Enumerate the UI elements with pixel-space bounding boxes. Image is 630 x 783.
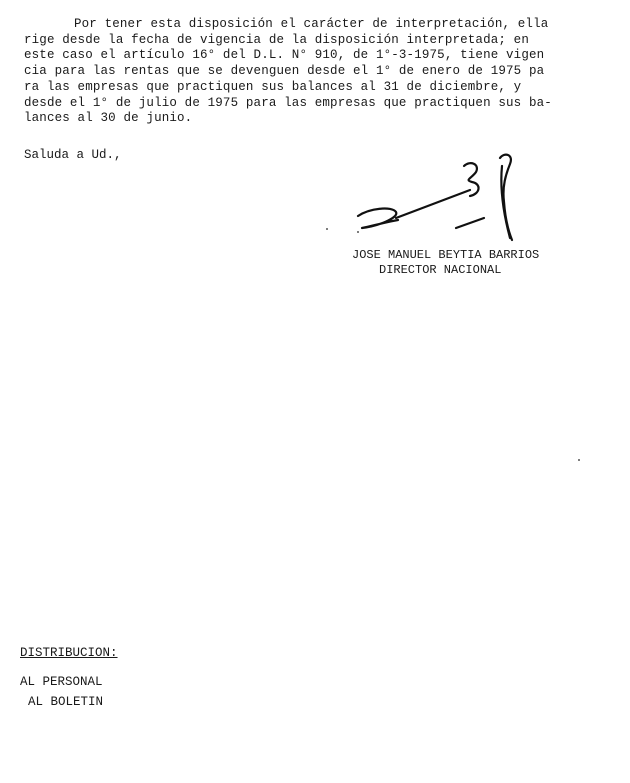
- body-line: cia para las rentas que se devenguen desde el 1° de enero de 1975 pa: [24, 64, 545, 79]
- distribution-heading: DISTRIBUCION:: [20, 646, 118, 660]
- body-line: ra las empresas que practiquen sus balances al 31 de diciembre, y: [24, 79, 522, 94]
- body-line: desde el 1° de julio de 1975 para las empresas que practiquen sus ba-: [24, 95, 552, 110]
- signer-name: JOSE MANUEL BEYTIA BARRIOS: [352, 248, 540, 262]
- handwritten-signature: [352, 146, 522, 246]
- scan-speck: [578, 459, 580, 461]
- greeting: Saluda a Ud.,: [24, 148, 122, 162]
- body-paragraph: [24, 17, 622, 127]
- distribution-item: AL PERSONAL: [20, 675, 103, 689]
- body-line: rige desde la fecha de vigencia de la disposición interpretada; en: [24, 32, 529, 47]
- body-line: lances al 30 de junio.: [24, 111, 193, 126]
- scan-speck: [326, 228, 328, 230]
- body-line: Por tener esta disposición el carácter de interpretación, ella: [74, 17, 549, 31]
- signer-title: DIRECTOR NACIONAL: [379, 263, 502, 277]
- body-line: este caso el artículo 16° del D.L. N° 910, de 1°-3-1975, tiene vigen: [24, 48, 545, 63]
- distribution-item: AL BOLETIN: [28, 695, 104, 709]
